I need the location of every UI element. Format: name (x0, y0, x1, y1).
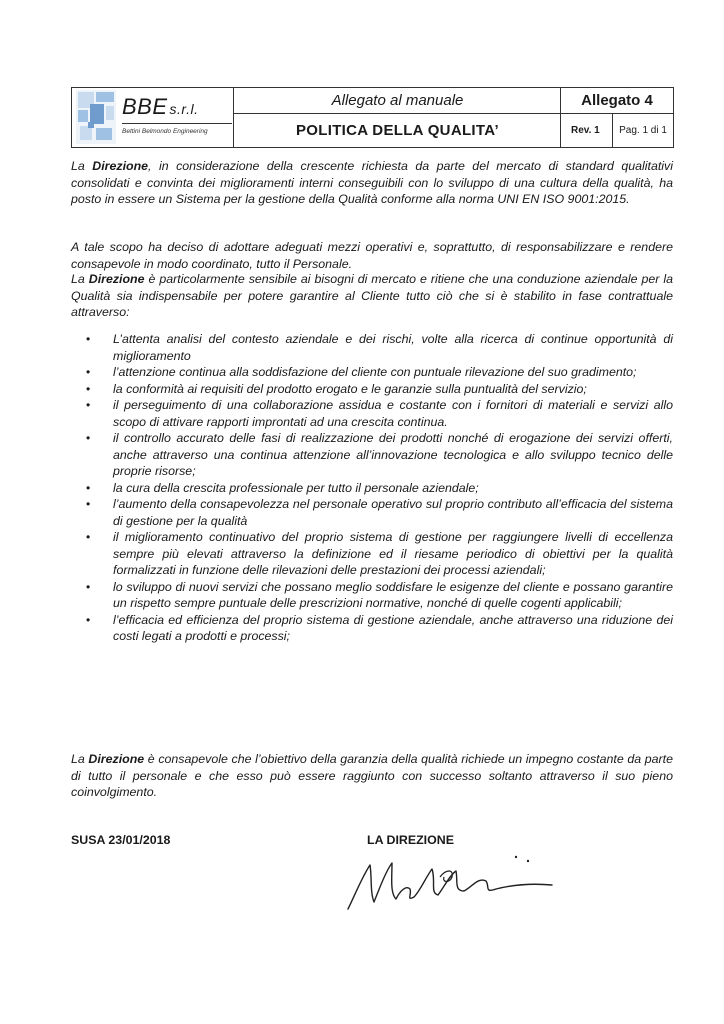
list-item: • la conformità ai requisiti del prodotto erogato e le garanzie sulla puntualità del servizio; (86, 381, 587, 396)
document-header-table (71, 87, 674, 148)
logo-divider (122, 123, 232, 124)
bullet-icon: • (86, 480, 91, 495)
list-item: • L’attenta analisi del contesto aziendale e dei rischi, volte alla ricerca di continue opportunità di miglioramento (86, 332, 673, 363)
signatory-label: LA DIREZIONE (367, 833, 454, 847)
bullet-icon: • (86, 365, 91, 379)
page-number: Pag. 1 di 1 (619, 125, 667, 136)
policy-objectives-list (86, 331, 673, 645)
logo-squares-icon (76, 90, 116, 144)
company-logo (72, 88, 234, 147)
list-item: • la cura della crescita professionale per tutto il personale aziendale; (86, 480, 479, 495)
closing-paragraph: La Direzione è consapevole che l’obiettivo della garanzia della qualità richiede un impegno costante da parte di tutto il personale e che esso può essere raggiunto con successo soltanto attraverso il suo pieno coinvolgimento. (71, 752, 673, 799)
list-item: • il perseguimento di una collaborazione assidua e costante con i fornitori di materiali e servizi allo scopo di attivare rapporti improntati ad una crescita continua. (86, 398, 673, 429)
bullet-icon: • (86, 381, 91, 396)
bullet-icon: • (86, 530, 91, 544)
purpose-paragraph: A tale scopo ha deciso di adottare adeguati mezzi operativi e, soprattutto, di responsabilizzare e rendere consapevole in modo coordinato, tutto il Personale. (71, 240, 673, 271)
place-date: SUSA 23/01/2018 (71, 833, 171, 847)
revision-number: Rev. 1 (571, 125, 600, 136)
handwritten-signature-icon (340, 847, 560, 917)
company-name: BBE s.r.l. (122, 94, 199, 119)
document-title: POLITICA DELLA QUALITA’ (296, 122, 499, 139)
list-item: • l’attenzione continua alla soddisfazione del cliente con puntuale rilevazione del suo gradimento; (86, 365, 637, 379)
bullet-icon: • (86, 579, 91, 594)
list-item: • il miglioramento continuativo del proprio sistema di gestione per raggiungere livelli di eccellenza sempre più elevati attraverso la definizione ed il riesame periodico di obiettivi per la qualità formalizzati in funzione delle rilevazioni delle prestazioni dei processi aziendali; (86, 530, 673, 577)
list-item: • lo sviluppo di nuovi servizi che possano meglio soddisfare le esigenze del cliente e possano garantire un rispetto sempre puntuale delle prescrizioni normative, nonché di quelle cogenti applicabili; (86, 579, 673, 610)
bullet-icon: • (86, 431, 91, 445)
list-item: • l’aumento della consapevolezza nel personale operativo sul proprio contributo all’efficacia del sistema di gestione per la qualità (86, 497, 673, 528)
intro-paragraph: La Direzione, in considerazione della crescente richiesta da parte del mercato di standard qualitativi consolidati e convinta dei miglioramenti interni conseguibili con lo sviluppo di una cultura della qualità, ha posto in essere un Sistema per la gestione della Qualità conforme alla norma UNI EN ISO 9001:2015. (71, 159, 673, 206)
list-item: • il controllo accurato delle fasi di realizzazione dei prodotti nonché di erogazione dei servizi offerti, anche attraverso una continua attenzione all’innovazione tecnologica e allo sviluppo tecnico delle proprie risorse; (86, 431, 673, 478)
bullet-icon: • (86, 398, 91, 412)
bullet-icon: • (86, 332, 91, 346)
manual-reference: Allegato al manuale (331, 92, 464, 109)
annex-number: Allegato 4 (581, 92, 653, 109)
company-suffix: s.r.l. (169, 101, 199, 117)
bullet-icon: • (86, 612, 91, 627)
company-subtitle: Bettini Belmondo Engineering (122, 128, 208, 135)
commitment-paragraph: La Direzione è particolarmente sensibile ai bisogni di mercato e ritiene che una conduzione aziendale per la Qualità sia indispensabile per potere garantire al Cliente tutto ciò che si è stabilito in fase contrattuale attraverso: (71, 272, 673, 319)
list-item: • l’efficacia ed efficienza del proprio sistema di gestione aziendale, anche attraverso una riduzione dei costi legati a prodotti e processi; (86, 612, 673, 643)
bullet-icon: • (86, 497, 91, 511)
